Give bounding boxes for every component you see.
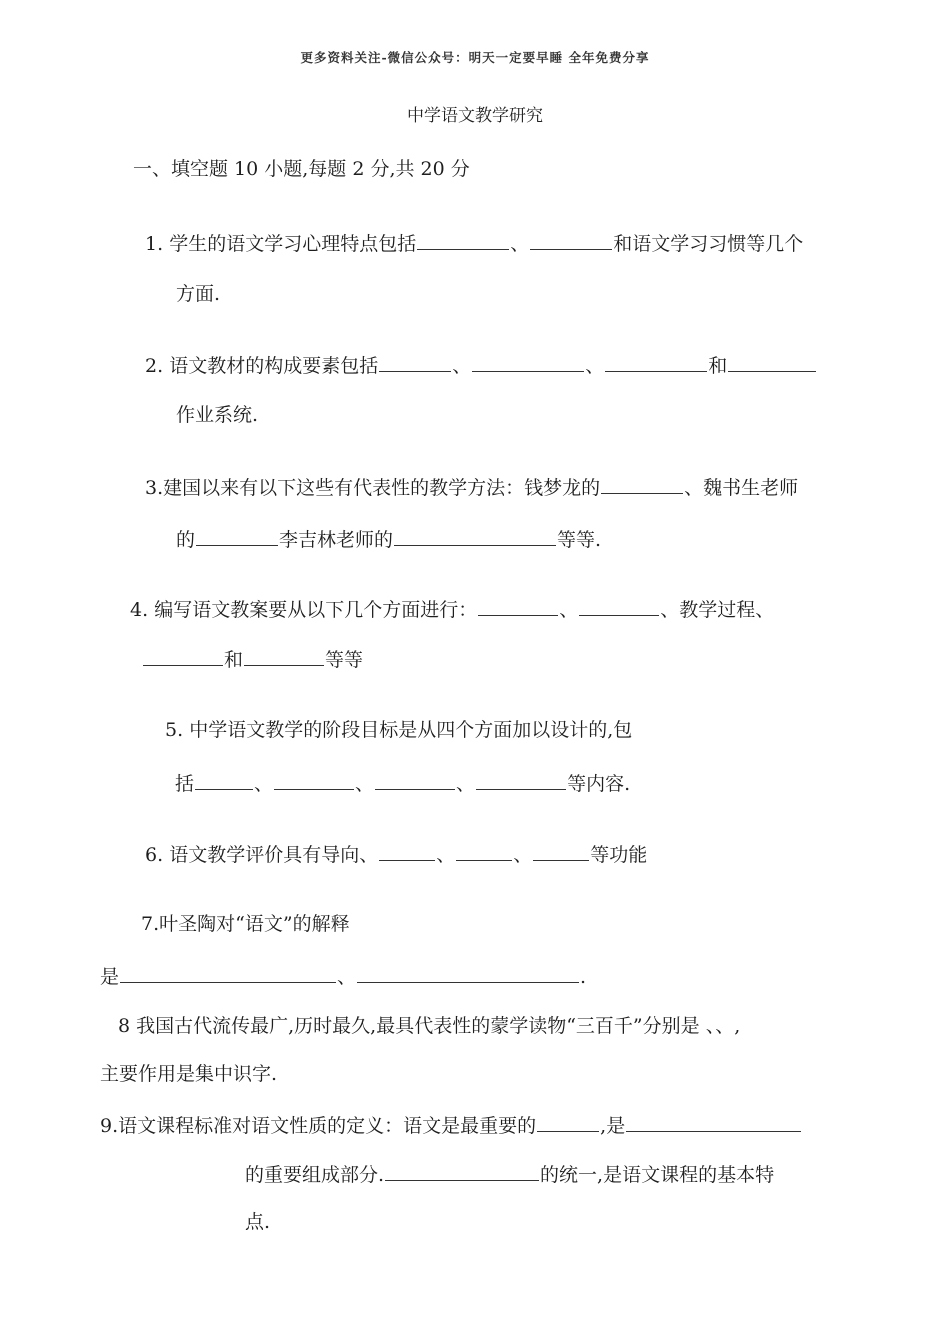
question-text: 李吉林老师的 <box>279 529 394 551</box>
question-text: 和 <box>708 355 728 377</box>
question-text: 的重要组成部分. <box>245 1164 385 1186</box>
question-text: 、魏书生老师 <box>684 477 799 499</box>
answer-blank[interactable] <box>195 769 253 790</box>
header-note: 更多资料关注-微信公众号：明天一定要早睡 全年免费分享 <box>300 50 650 65</box>
answer-blank[interactable] <box>375 769 455 790</box>
question-number: 8 <box>118 1015 131 1037</box>
question-text: 和语文学习习惯等几个 <box>613 233 804 255</box>
answer-blank[interactable] <box>579 595 659 616</box>
answer-blank[interactable] <box>476 769 566 790</box>
answer-blank[interactable] <box>120 962 336 983</box>
question-text: 语文课程标准对语文性质的定义：语文是最重要的 <box>118 1115 537 1137</box>
question-text: 我国古代流传最广,历时最久,最具代表性的蒙学读物“三百千”分别是 、、, <box>136 1015 741 1037</box>
document-title: 中学语文教学研究 <box>407 106 543 126</box>
answer-blank[interactable] <box>472 351 584 372</box>
question-text: 、 <box>436 844 456 866</box>
question-text: 语文教学评价具有导向、 <box>169 844 379 866</box>
question-text: 、 <box>513 844 533 866</box>
question-text: 语文教材的构成要素包括 <box>169 355 379 377</box>
question-7-line-1 <box>141 912 350 936</box>
question-8-line-2: 主要作用是集中识字. <box>100 1063 278 1085</box>
question-text: 编写语文教案要从以下几个方面进行： <box>154 599 478 621</box>
question-text: 、 <box>254 773 274 795</box>
answer-blank[interactable] <box>626 1111 801 1132</box>
answer-blank[interactable] <box>143 645 223 666</box>
question-text: 、 <box>337 966 357 988</box>
answer-blank[interactable] <box>537 1111 599 1132</box>
answer-blank[interactable] <box>379 840 435 861</box>
question-text: 中学语文教学的阶段目标是从四个方面加以设计的,包 <box>189 719 633 741</box>
question-text: 、 <box>585 355 605 377</box>
question-text: 括 <box>175 773 195 795</box>
question-5-line-1 <box>165 718 632 742</box>
question-9-line-3: 点. <box>245 1211 271 1233</box>
question-number: 7. <box>141 913 160 935</box>
question-text: 、 <box>559 599 579 621</box>
question-text: 等内容. <box>567 773 631 795</box>
question-7-line-2 <box>100 962 586 989</box>
question-text: 和 <box>224 649 244 671</box>
question-2-line-1 <box>145 351 817 378</box>
question-6-line-1 <box>145 840 647 867</box>
question-4-line-1 <box>130 595 774 622</box>
answer-blank[interactable] <box>394 525 556 546</box>
question-2-line-2: 作业系统. <box>176 404 259 426</box>
question-text: ,是 <box>600 1115 626 1137</box>
answer-blank[interactable] <box>274 769 354 790</box>
answer-blank[interactable] <box>728 351 816 372</box>
question-9-line-1 <box>100 1111 802 1138</box>
answer-blank[interactable] <box>385 1160 539 1181</box>
question-8-line-1 <box>118 1014 740 1038</box>
question-number: 5. <box>165 719 184 741</box>
answer-blank[interactable] <box>533 840 589 861</box>
question-text: . <box>580 966 587 988</box>
answer-blank[interactable] <box>530 229 612 250</box>
question-text: 等等. <box>557 529 602 551</box>
answer-blank[interactable] <box>196 525 278 546</box>
question-text: 学生的语文学习心理特点包括 <box>169 233 417 255</box>
answer-blank[interactable] <box>605 351 707 372</box>
question-3-line-1 <box>145 473 798 500</box>
answer-blank[interactable] <box>601 473 683 494</box>
answer-blank[interactable] <box>478 595 558 616</box>
answer-blank[interactable] <box>456 840 512 861</box>
question-number: 6. <box>145 844 164 866</box>
question-text: 建国以来有以下这些有代表性的教学方法：钱梦龙的 <box>163 477 601 499</box>
question-text: 是 <box>100 966 120 988</box>
answer-blank[interactable] <box>357 962 579 983</box>
question-text: 、 <box>355 773 375 795</box>
question-text: 、教学过程、 <box>660 599 775 621</box>
question-text: 的统一,是语文课程的基本特 <box>540 1164 775 1186</box>
question-text: 、 <box>452 355 472 377</box>
question-5-line-2 <box>175 769 630 796</box>
question-number: 9. <box>100 1115 119 1137</box>
question-3-line-2 <box>176 525 601 552</box>
question-9-line-2 <box>245 1160 774 1187</box>
question-4-line-2 <box>142 645 363 672</box>
section-heading: 一、填空题 10 小题,每题 2 分,共 20 分 <box>133 158 470 180</box>
answer-blank[interactable] <box>244 645 324 666</box>
question-number: 4. <box>130 599 149 621</box>
question-number: 2. <box>145 355 164 377</box>
question-number: 3. <box>145 477 164 499</box>
question-text: 叶圣陶对“语文”的解释 <box>159 913 350 935</box>
answer-blank[interactable] <box>417 229 509 250</box>
answer-blank[interactable] <box>379 351 451 372</box>
question-number: 1. <box>145 233 164 255</box>
question-1-line-2: 方面. <box>176 283 221 305</box>
question-text: 、 <box>456 773 476 795</box>
question-text: 等功能 <box>590 844 648 866</box>
question-text: 、 <box>510 233 530 255</box>
question-text: 等等 <box>325 649 364 671</box>
question-text: 的 <box>176 529 196 551</box>
question-1-line-1 <box>145 229 803 256</box>
